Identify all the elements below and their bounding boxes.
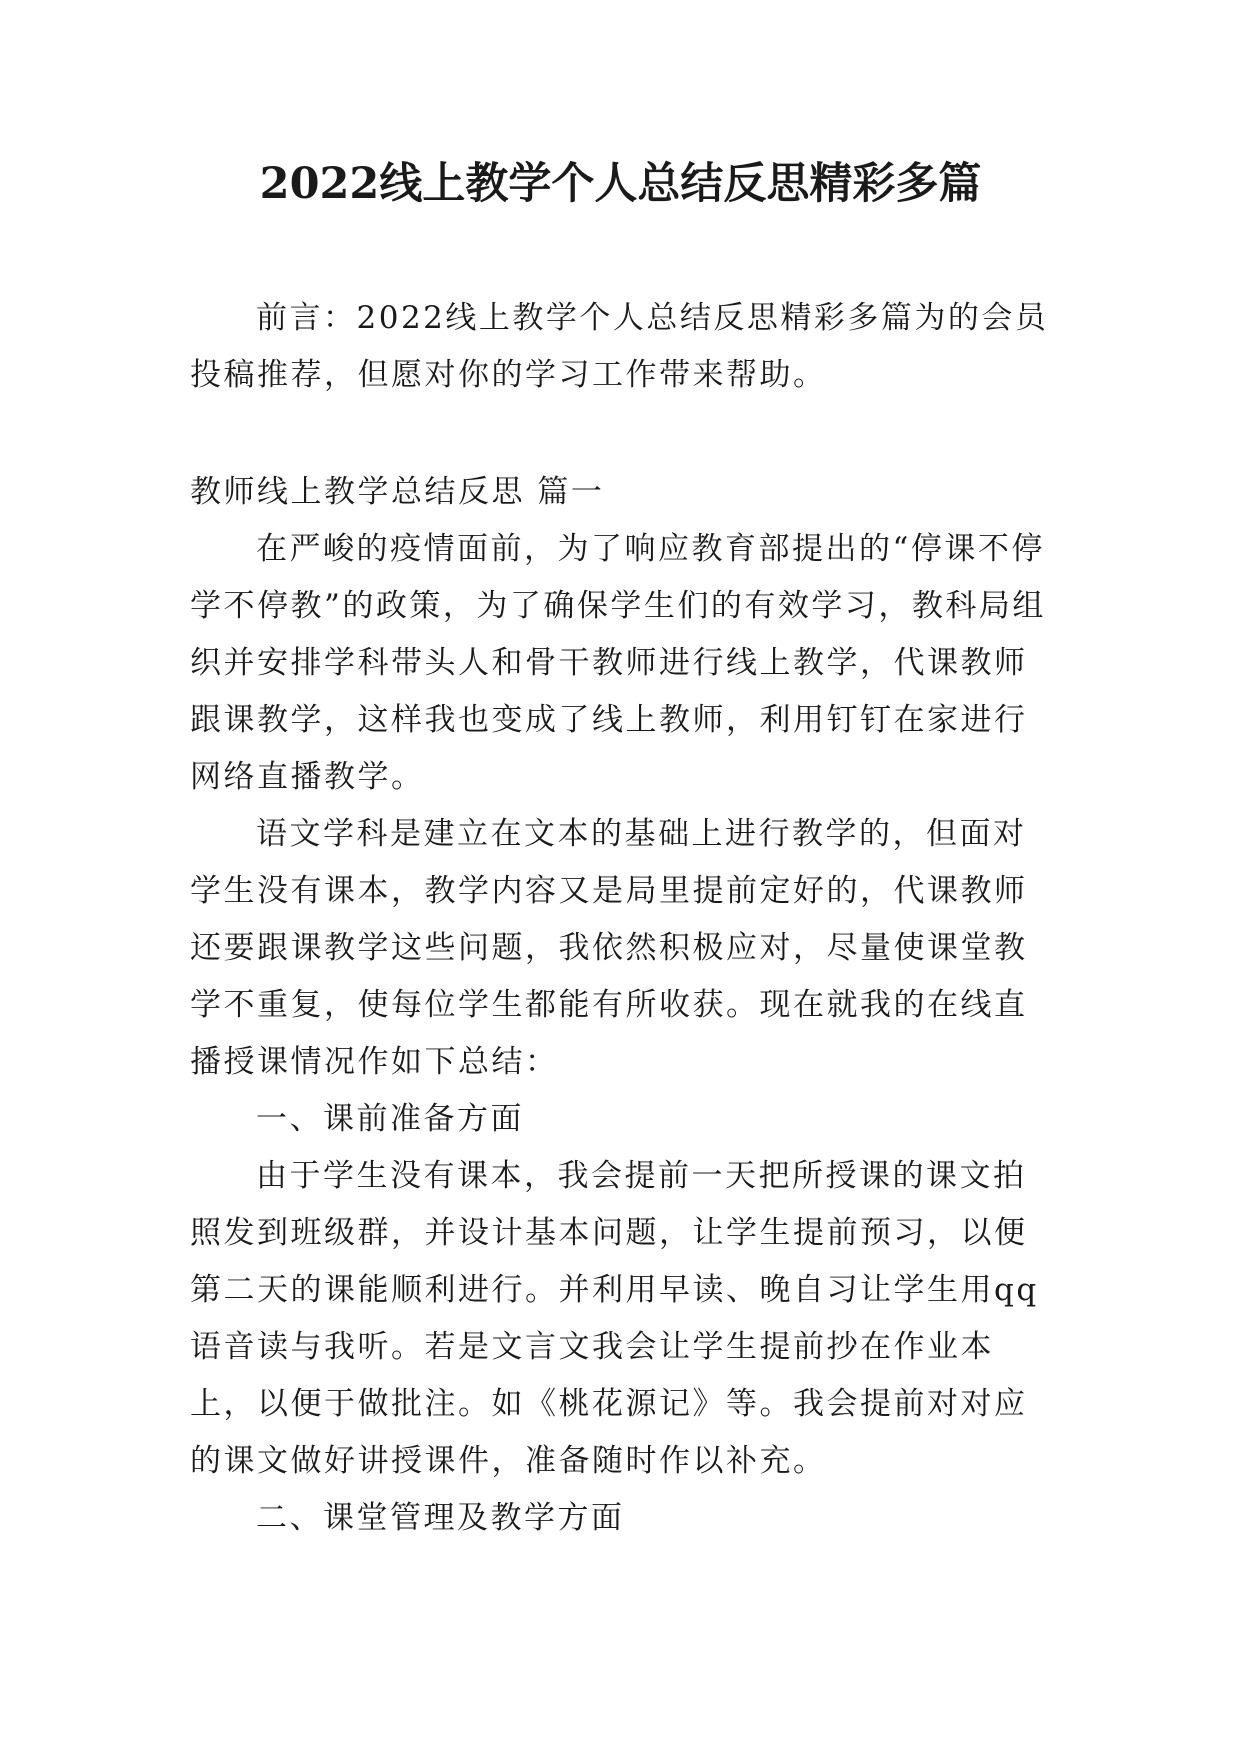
paragraph-3: 由于学生没有课本，我会提前一天把所授课的课文拍照发到班级群，并设计基本问题，让学生提前预习，以便第二天的课能顺利进行。并利用早读、晚自习让学生用qq语音读与我听。若是文言文我会让学生提前抄在作业本上，以便于做批注。如《桃花源记》等。我会提前对对应的课文做好讲授课件，准备随时作以补充。 (190, 1158, 1039, 1479)
subheading-preparation: 一、课前准备方面 (256, 1101, 524, 1137)
section-title: 教师线上教学总结反思 篇一 (190, 474, 605, 510)
preface-paragraph: 前言：2022线上教学个人总结反思精彩多篇为的会员投稿推荐，但愿对你的学习工作带来帮助。 (190, 300, 1049, 393)
paragraph-1: 在严峻的疫情面前，为了响应教育部提出的“停课不停学不停教”的政策，为了确保学生们的有效学习，教科局组织并安排学科带头人和骨干教师进行线上教学，代课教师跟课教学，这样我也变成了线上教师，利用钉钉在家进行网络直播教学。 (190, 531, 1046, 795)
paragraph-2: 语文学科是建立在文本的基础上进行教学的，但面对学生没有课本，教学内容又是局里提前定好的，代课教师还要跟课教学这些问题，我依然积极应对，尽量使课堂教学不重复，使每位学生都能有所收获。现在就我的在线直播授课情况作如下总结： (190, 816, 1028, 1080)
section-body (190, 521, 1052, 1547)
subheading-classroom: 二、课堂管理及教学方面 (256, 1500, 625, 1536)
document-title: 2022线上教学个人总结反思精彩多篇 (259, 159, 982, 209)
